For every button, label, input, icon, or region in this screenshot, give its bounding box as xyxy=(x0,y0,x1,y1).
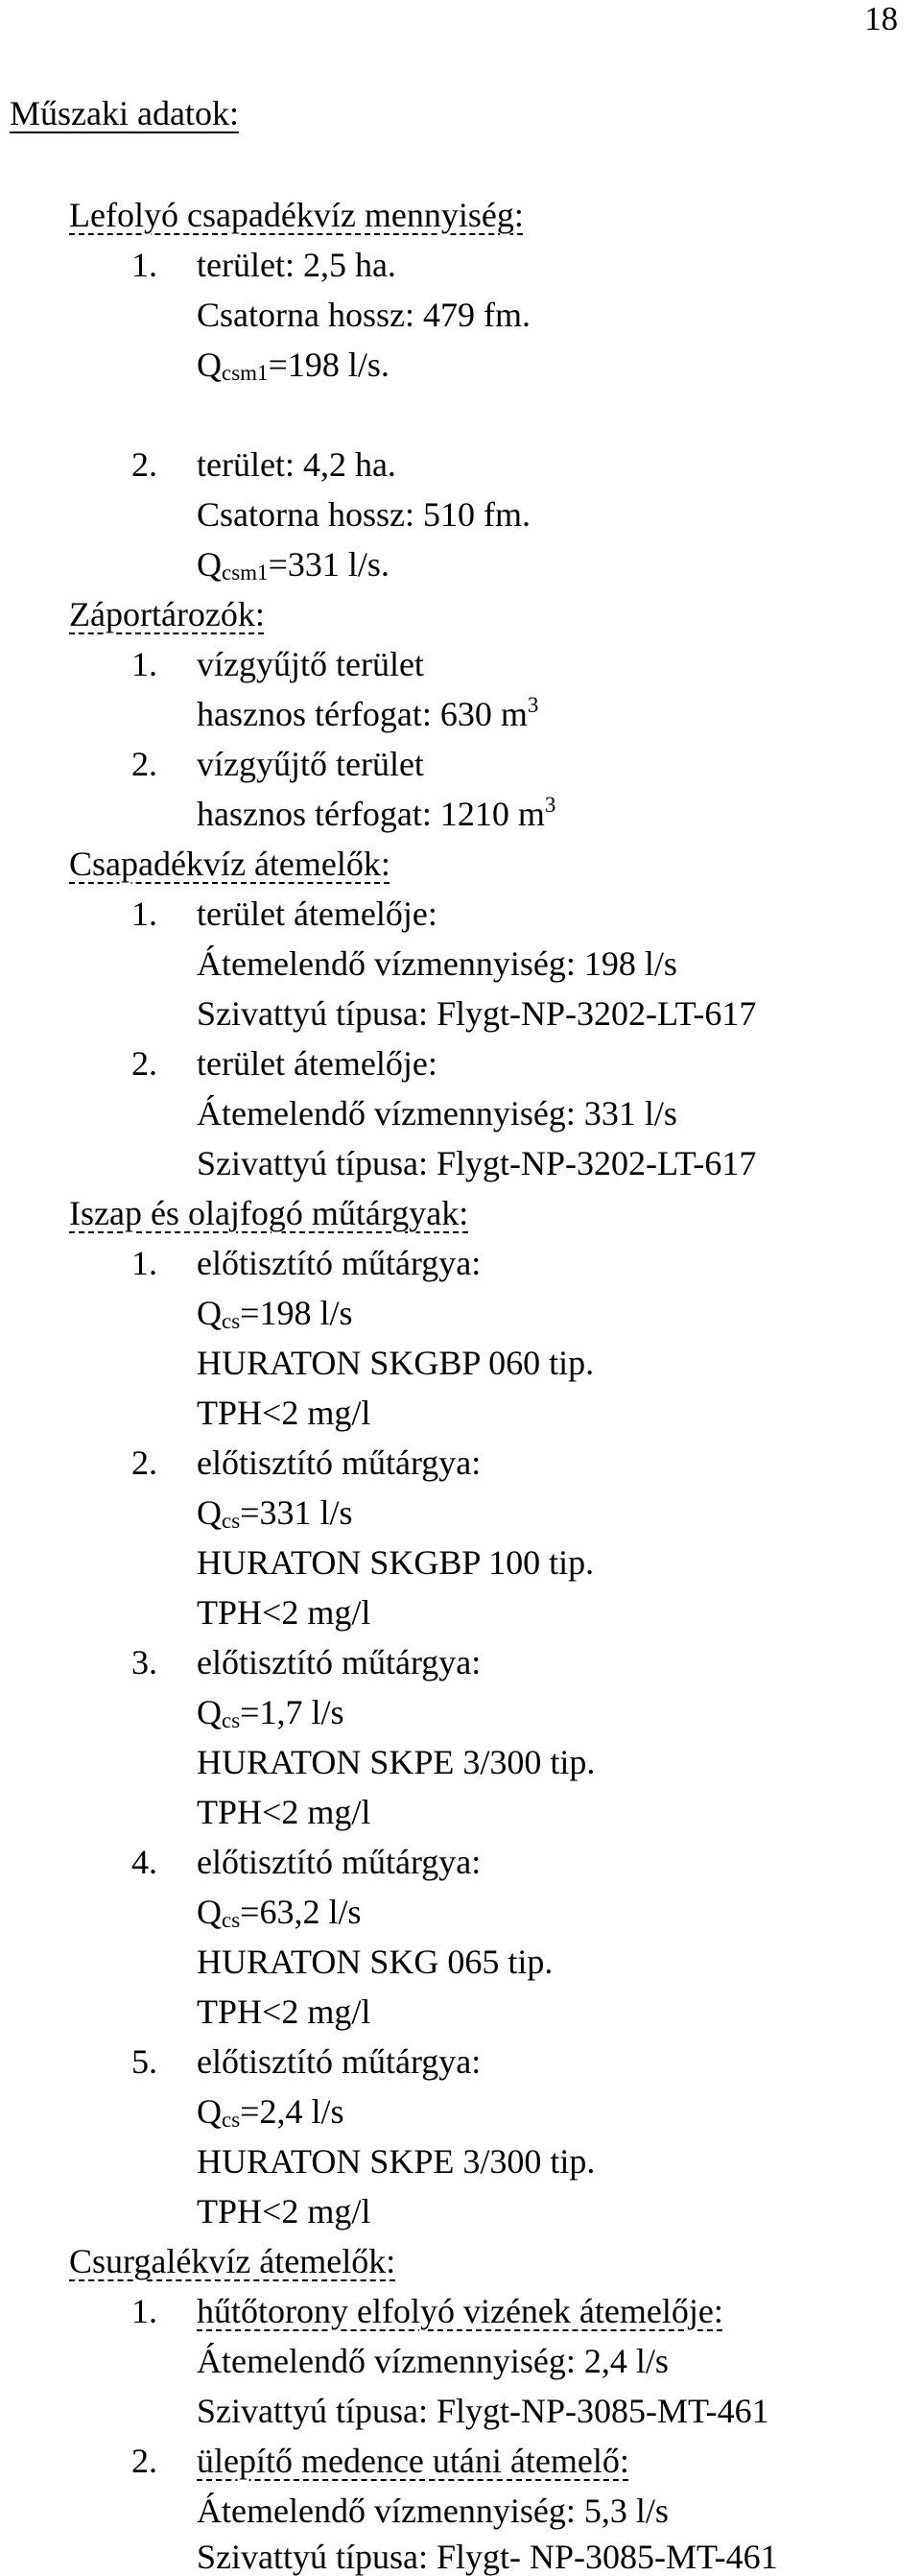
csapadek-item-2-name: terület átemelője: xyxy=(197,1044,437,1083)
csapadek-item-2-pump: Szivattyú típusa: Flygt-NP-3202-LT-617 xyxy=(197,1144,757,1182)
lefolyo-item-2-number: 2. xyxy=(131,445,157,484)
csapadek-item-1-name: terület átemelője: xyxy=(197,894,437,933)
iszap-item-5-number: 5. xyxy=(131,2042,157,2081)
zapor-item-2-volume: hasznos térfogat: 1210 $m^3$ xyxy=(197,793,556,833)
iszap-item-3-tph: TPH<2 mg/l xyxy=(197,1793,371,1831)
zapor-heading: Záportározók: xyxy=(69,595,265,633)
csapadek-item-1-pump: Szivattyú típusa: Flygt-NP-3202-LT-617 xyxy=(197,994,757,1033)
csurgalek-item-2-pump: Szivattyú típusa: Flygt- NP-3085-MT-461 xyxy=(197,2538,778,2576)
iszap-item-2-number: 2. xyxy=(131,1443,157,1482)
lefolyo-heading: Lefolyó csapadékvíz mennyiség: xyxy=(69,196,524,234)
zapor-item-2-name: vízgyűjtő terület xyxy=(197,745,424,783)
iszap-item-2-flow: $Q_{cs}=331$ l/s xyxy=(197,1493,353,1534)
iszap-item-1-number: 1. xyxy=(131,1244,157,1282)
csapadek-item-1-amount: Átemelendő vízmennyiség: 198 l/s xyxy=(197,944,677,983)
iszap-item-1-name: előtisztító műtárgya: xyxy=(197,1244,482,1282)
iszap-item-3-number: 3. xyxy=(131,1643,157,1682)
csapadek-item-2-amount: Átemelendő vízmennyiség: 331 l/s xyxy=(197,1094,677,1133)
lefolyo-item-2-area: terület: 4,2 ha. xyxy=(197,445,396,484)
iszap-item-1-tph: TPH<2 mg/l xyxy=(197,1394,371,1432)
csurgalek-item-2-name: ülepítő medence utáni átemelő: xyxy=(197,2442,629,2480)
lefolyo-item-2-flow: $Q_{csm1}=331$ l/s. xyxy=(197,545,390,585)
lefolyo-item-1-area: terület: 2,5 ha. xyxy=(197,246,396,284)
csapadek-item-1-number: 1. xyxy=(131,894,157,933)
iszap-item-2-name: előtisztító műtárgya: xyxy=(197,1443,482,1482)
iszap-item-4-number: 4. xyxy=(131,1843,157,1881)
zapor-item-1-volume: hasznos térfogat: 630 $m^3$ xyxy=(197,693,539,733)
iszap-item-2-tph: TPH<2 mg/l xyxy=(197,1593,371,1632)
iszap-item-2-type: HURATON SKGBP 100 tip. xyxy=(197,1543,595,1582)
iszap-item-5-tph: TPH<2 mg/l xyxy=(197,2192,371,2230)
iszap-item-4-flow: $Q_{cs}=63,2$ l/s xyxy=(197,1893,362,1933)
csurgalek-item-1-number: 1. xyxy=(131,2292,157,2330)
lefolyo-item-1-number: 1. xyxy=(131,246,157,284)
iszap-item-1-type: HURATON SKGBP 060 tip. xyxy=(197,1344,595,1382)
zapor-item-1-number: 1. xyxy=(131,645,157,683)
zapor-item-2-number: 2. xyxy=(131,745,157,783)
iszap-item-3-type: HURATON SKPE 3/300 tip. xyxy=(197,1743,596,1781)
page-title: Műszaki adatok: xyxy=(10,94,239,132)
lefolyo-item-2-length: Csatorna hossz: 510 fm. xyxy=(197,495,531,534)
iszap-item-4-name: előtisztító műtárgya: xyxy=(197,1843,482,1881)
iszap-item-4-type: HURATON SKG 065 tip. xyxy=(197,1943,554,1981)
csurgalek-item-1-name: hűtőtorony elfolyó vizének átemelője: xyxy=(197,2292,723,2330)
csurgalek-item-1-amount: Átemelendő vízmennyiség: 2,4 l/s xyxy=(197,2342,669,2380)
csurgalek-heading: Csurgalékvíz átemelők: xyxy=(69,2242,396,2280)
lefolyo-item-1-length: Csatorna hossz: 479 fm. xyxy=(197,296,531,334)
iszap-heading: Iszap és olajfogó műtárgyak: xyxy=(69,1194,469,1232)
iszap-item-3-name: előtisztító műtárgya: xyxy=(197,1643,482,1682)
csapadek-item-2-number: 2. xyxy=(131,1044,157,1083)
lefolyo-item-1-flow: $Q_{csm1}=198$ l/s. xyxy=(197,346,390,386)
iszap-item-4-tph: TPH<2 mg/l xyxy=(197,1992,371,2031)
csurgalek-item-2-amount: Átemelendő vízmennyiség: 5,3 l/s xyxy=(197,2492,669,2530)
iszap-item-5-flow: $Q_{cs}=2,4$ l/s xyxy=(197,2092,344,2133)
csurgalek-item-2-number: 2. xyxy=(131,2442,157,2480)
iszap-item-5-type: HURATON SKPE 3/300 tip. xyxy=(197,2142,596,2181)
zapor-item-1-name: vízgyűjtő terület xyxy=(197,645,424,683)
csapadek-atemelok-heading: Csapadékvíz átemelők: xyxy=(69,845,390,883)
iszap-item-1-flow: $Q_{cs}=198$ l/s xyxy=(197,1294,353,1334)
csurgalek-item-1-pump: Szivattyú típusa: Flygt-NP-3085-MT-461 xyxy=(197,2392,769,2430)
iszap-item-3-flow: $Q_{cs}=1,7$ l/s xyxy=(197,1693,344,1733)
iszap-item-5-name: előtisztító műtárgya: xyxy=(197,2042,482,2081)
page-number: 18 xyxy=(864,0,898,37)
